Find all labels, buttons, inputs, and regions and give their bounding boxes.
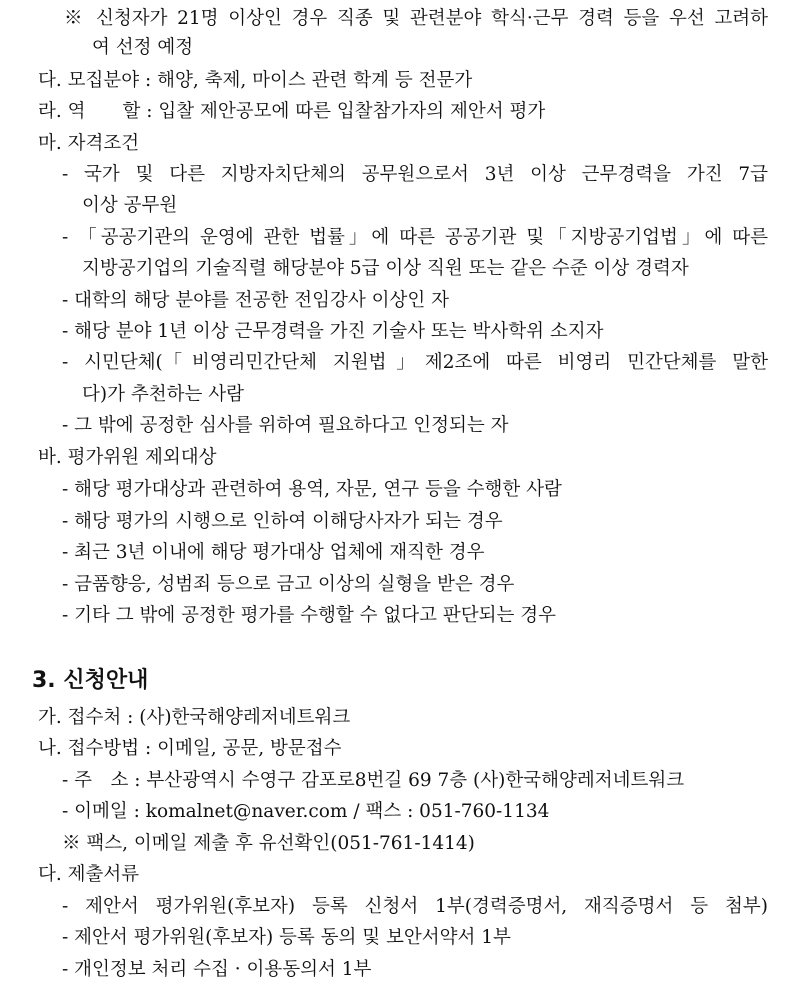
exclusion-heading: 바. 평가위원 제외대상 [38,447,217,468]
exclusion-item-1: - 해당 평가대상과 관련하여 용역, 자문, 연구 등을 수행한 사람 [62,479,562,500]
document-item-1: - 제안서 평가위원(후보자) 등록 신청서 1부(경력증명서, 재직증명서 등 첨부) [62,896,768,917]
qualification-item-5-cont: 다)가 추천하는 사람 [82,384,244,405]
document-item-3: - 개인정보 처리 수집 · 이용동의서 1부 [62,959,372,980]
phone-confirm-note: ※ 팩스, 이메일 제출 후 유선확인(051-761-1414) [62,833,475,854]
address: - 주 소 : 부산광역시 수영구 감포로8번길 69 7층 (사)한국해양레저네트워크 [62,770,685,791]
exclusion-item-3: - 최근 3년 이내에 해당 평가대상 업체에 재직한 경우 [62,542,485,563]
qualification-item-2: - 「공공기관의 운영에 관한 법률」에 따른 공공기관 및「지방공기업법」에 따른 [62,227,768,248]
exclusion-item-2: - 해당 평가의 시행으로 인하여 이해당사자가 되는 경우 [62,511,503,532]
section-heading-application: 3. 신청안내 [32,668,149,693]
document-item-2: - 제안서 평가위원(후보자) 등록 동의 및 보안서약서 1부 [62,927,511,948]
qualification-item-3: - 대학의 해당 분야를 전공한 전임강사 이상인 자 [62,290,449,311]
qualification-item-1: - 국가 및 다른 지방자치단체의 공무원으로서 3년 이상 근무경력을 가진 7급 [62,164,768,185]
exclusion-item-4: - 금품향응, 성범죄 등으로 금고 이상의 실형을 받은 경우 [62,574,515,595]
recruit-field: 다. 모집분야 : 해양, 축제, 마이스 관련 학계 등 전문가 [38,70,473,91]
submission-method: 나. 접수방법 : 이메일, 공문, 방문접수 [38,738,342,759]
role: 라. 역 할 : 입찰 제안공모에 따른 입찰참가자의 제안서 평가 [38,101,546,122]
receiver: 가. 접수처 : (사)한국해양레저네트워크 [38,707,351,728]
note-selection-criteria-cont: 여 선정 예정 [92,37,194,58]
qualification-item-1-cont: 이상 공무원 [82,195,178,216]
qualification-item-5: - 시민단체(「비영리민간단체 지원법」제2조에 따른 비영리 민간단체를 말한 [62,352,768,373]
qualification-heading: 마. 자격조건 [38,133,140,154]
qualification-item-2-cont: 지방공기업의 기술직렬 해당분야 5급 이상 직원 또는 같은 수준 이상 경력자 [82,258,689,279]
note-selection-criteria: ※ 신청자가 21명 이상인 경우 직종 및 관련분야 학식·근무 경력 등을 우선 고려하 [64,8,768,29]
email-fax: - 이메일 : komalnet@naver.com / 팩스 : 051-760-1134 [62,801,550,822]
qualification-item-6: - 그 밖에 공정한 심사를 위하여 필요하다고 인정되는 자 [62,415,509,436]
exclusion-item-5: - 기타 그 밖에 공정한 평가를 수행할 수 없다고 판단되는 경우 [62,605,556,626]
qualification-item-4: - 해당 분야 1년 이상 근무경력을 가진 기술사 또는 박사학위 소지자 [62,321,604,342]
documents-heading: 다. 제출서류 [38,864,140,885]
